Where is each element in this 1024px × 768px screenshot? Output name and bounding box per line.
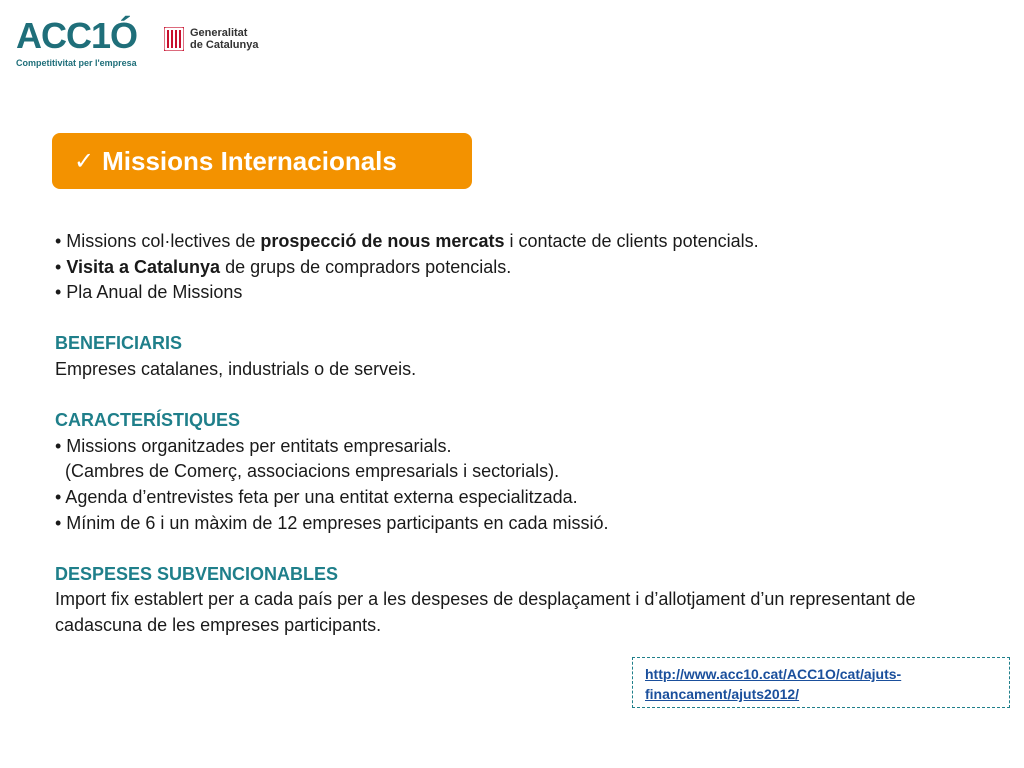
caracteristiques-item-3: • Mínim de 6 i un màxim de 12 empreses participants en cada missió. [55, 512, 609, 533]
intro-bullet-2: • Visita a Catalunya de grups de compradors potencials. [55, 256, 512, 277]
acc10-logo-tagline: Competitivitat per l'empresa [16, 58, 137, 68]
senyera-icon [164, 27, 184, 51]
section-banner [52, 133, 472, 189]
checkmark-icon: ✓ [74, 147, 95, 175]
acc10-logo [16, 16, 137, 68]
intro-bullet-3: • Pla Anual de Missions [55, 282, 243, 303]
beneficiaris-heading: BENEFICIARIS [55, 333, 183, 354]
caracteristiques-item-1: • Missions organitzades per entitats empresarials. [55, 435, 452, 456]
banner-title: Missions Internacionals [102, 145, 397, 176]
generalitat-line1: Generalitat [190, 27, 248, 39]
ajuts-link-box [632, 657, 1010, 708]
caracteristiques-item-1-note: (Cambres de Comerç, associacions empresarials i sectorials). [65, 461, 560, 482]
acc10-logo-wordmark: ACC1Ó [16, 15, 138, 56]
caracteristiques-item-2: • Agenda d’entrevistes feta per una entitat externa especialitzada. [55, 486, 578, 507]
generalitat-line2: de Catalunya [190, 39, 259, 51]
ajuts-link[interactable]: http://www.acc10.cat/ACC1O/cat/ajuts-financament/ajuts2012/ [645, 666, 902, 702]
generalitat-logo [164, 27, 258, 51]
intro-bullet-1: • Missions col·lectives de prospecció de nous mercats i contacte de clients potencials. [55, 231, 759, 251]
slide-body [55, 229, 975, 639]
beneficiaris-text: Empreses catalanes, industrials o de serveis. [55, 358, 417, 379]
despeses-heading: DESPESES SUBVENCIONABLES [55, 563, 339, 584]
caracteristiques-heading: CARACTERÍSTIQUES [55, 410, 241, 431]
despeses-text: Import fix establert per a cada país per a les despeses de desplaçament i d’allotjament d’un representant de cadascuna de les empreses participants. [55, 589, 916, 635]
